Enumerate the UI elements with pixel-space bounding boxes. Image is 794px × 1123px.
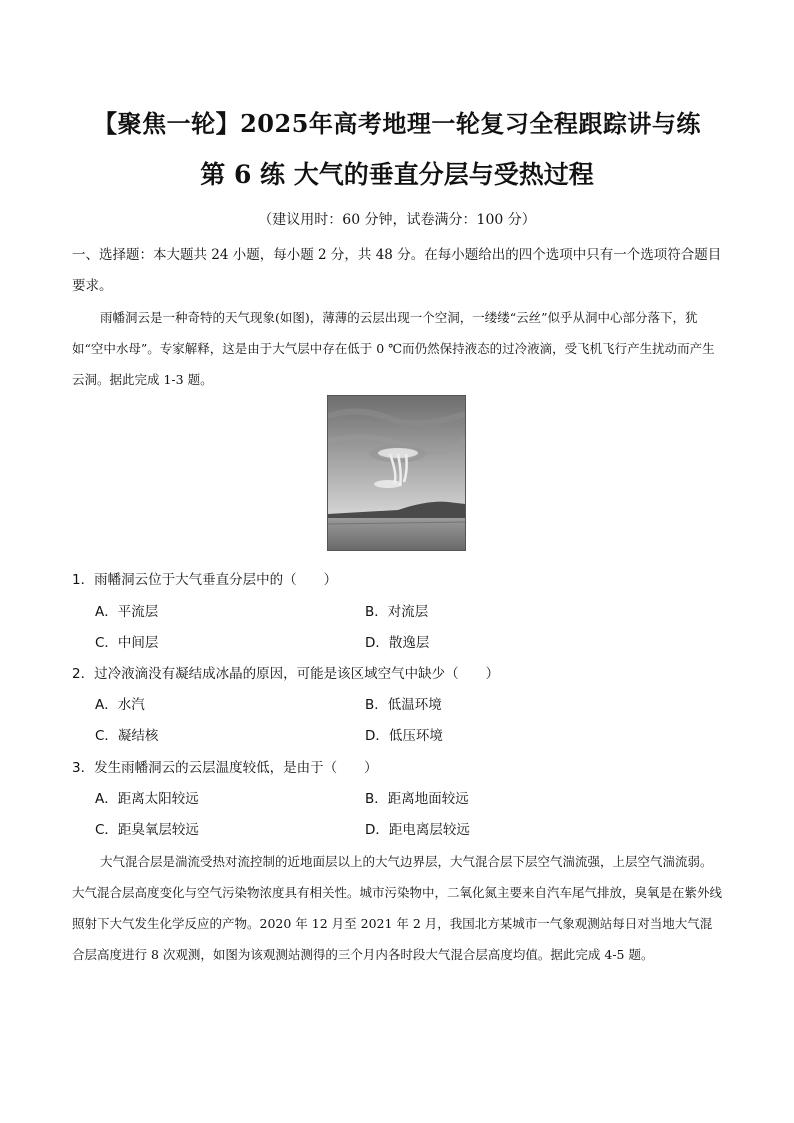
series-title: 【聚焦一轮】2025年高考地理一轮复习全程跟踪讲与练 (93, 109, 701, 138)
q1-option-b[interactable]: B．对流层 (365, 604, 429, 620)
q2-option-a[interactable]: A．水汽 (95, 697, 145, 713)
question-1-stem: 1．雨幡洞云位于大气垂直分层中的（ ） (72, 572, 338, 588)
time-note: （建议用时：60 分钟，试卷满分：100 分） (258, 212, 536, 228)
q3-option-a[interactable]: A．距离太阳较远 (95, 791, 199, 807)
q1-option-c[interactable]: C．中间层 (95, 635, 159, 651)
q3-option-c[interactable]: C．距臭氧层较远 (95, 822, 199, 838)
q2-option-b[interactable]: B．低温环境 (365, 697, 442, 713)
passage-1: 雨幡洞云是一种奇特的天气现象(如图)，薄薄的云层出现一个空洞，一缕缕“云丝”似乎从洞中心部分落下，犹如“空中水母”。专家解释，这是由于大气层中存在低于 0 ℃而仍然保持液态的过冷液滴，受飞机飞行产生扰动而产生云洞。据此完成 1-3 题。 (72, 310, 715, 387)
question-2-stem: 2．过冷液滴没有凝结成冰晶的原因，可能是该区域空气中缺少（ ） (72, 666, 500, 682)
section-instruction: 一、选择题：本大题共 24 小题，每小题 2 分，共 48 分。在每小题给出的四个选项中只有一个选项符合题目要求。 (72, 247, 722, 294)
q1-option-a[interactable]: A．平流层 (95, 604, 159, 620)
lesson-title: 第 6 练 大气的垂直分层与受热过程 (200, 160, 594, 189)
q2-option-c[interactable]: C．凝结核 (95, 728, 159, 744)
passage-2: 大气混合层是湍流受热对流控制的近地面层以上的大气边界层，大气混合层下层空气湍流强，上层空气湍流弱。大气混合层高度变化与空气污染物浓度具有相关性。城市污染物中，二氧化氮主要来自汽车尾气排放，臭氧是在紫外线照射下大气发生化学反应的产物。2020 年 12 月至 2021 年 2 月，我国北方某城市一气象观测站每日对当地大气混合层高度进行 8 次观测，如图为该观测站测得的三个月内各时段大气混合层高度均值。据此完成 4-5 题。 (72, 854, 723, 962)
hole-punch-cloud-photo (327, 395, 466, 551)
q3-option-d[interactable]: D．距电离层较远 (365, 822, 470, 838)
question-3-stem: 3．发生雨幡洞云的云层温度较低，是由于（ ） (72, 760, 378, 776)
q1-option-d[interactable]: D．散逸层 (365, 635, 430, 651)
q2-option-d[interactable]: D．低压环境 (365, 728, 443, 744)
q3-option-b[interactable]: B．距离地面较远 (365, 791, 469, 807)
